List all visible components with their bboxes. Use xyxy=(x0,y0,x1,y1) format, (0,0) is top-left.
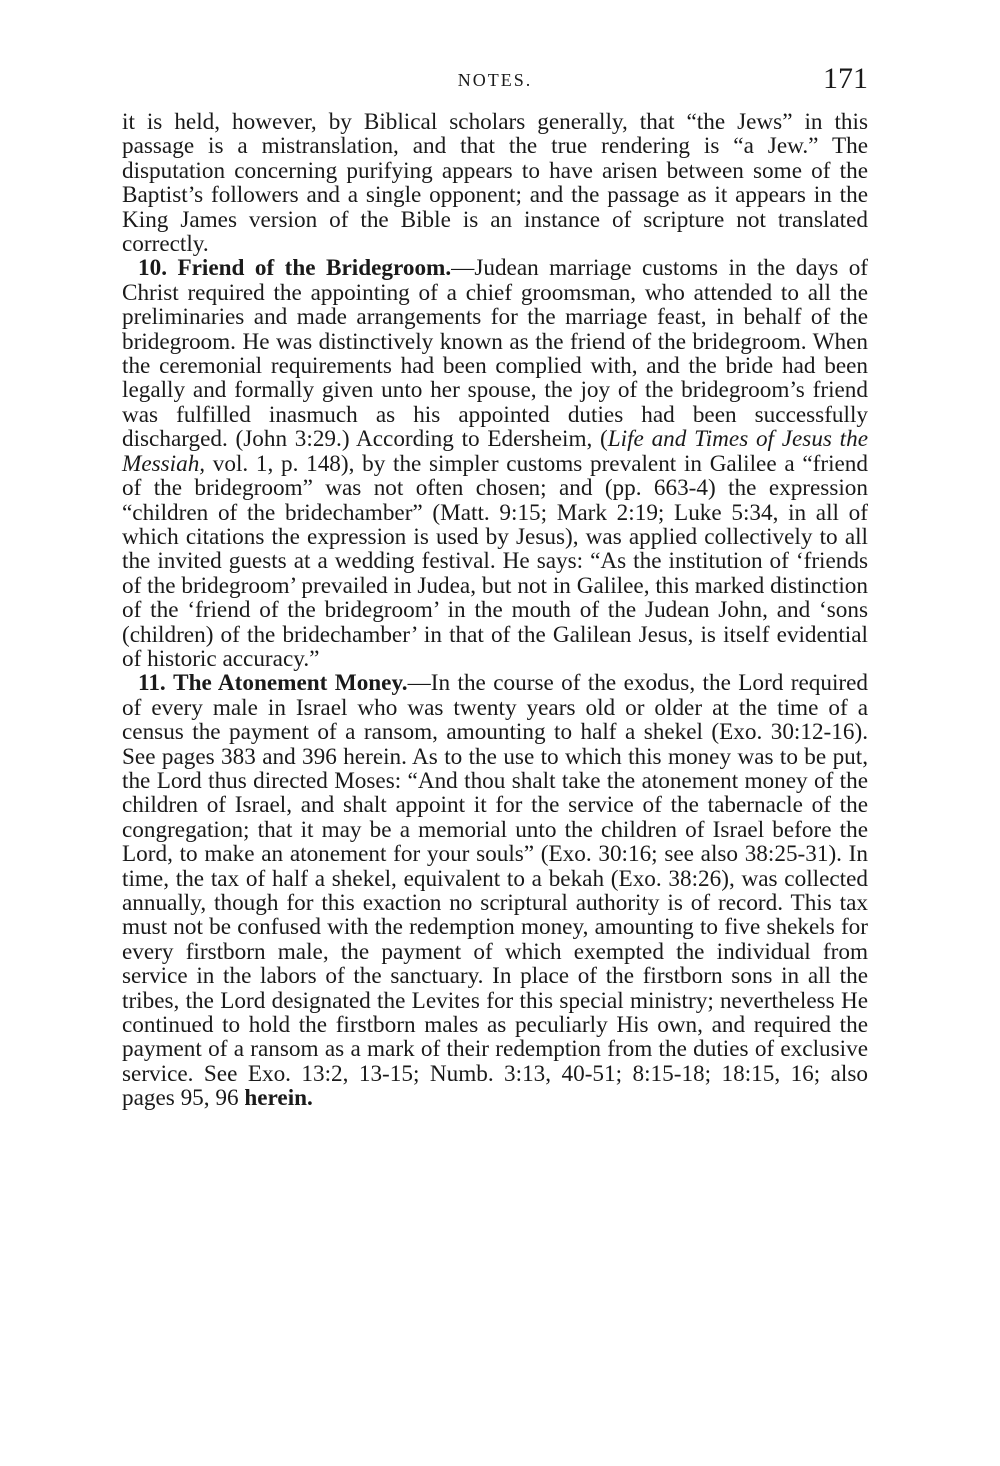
paragraph-text: —In the course of the exodus, the Lord required of every male in Israel who was twenty years old or older at the time of a census the payment of a ransom, amounting to half a shekel (Exo. 30:12-16). See pages 383 and 396 herein. As to the use to which this money was to be put, the Lord thus directed Moses: “And thou shalt take the atonement money of the children of Israel, and shalt appoint it for the service of the tabernacle of the congregation; that it may be a memorial unto the children of Israel before the Lord, to make an atonement for your souls” (Exo. 30:16; see also 38:25-31). In time, the tax of half a shekel, equivalent to a bekah (Exo. 38:26), was collected annually, though for this exaction no scriptural authority is of record. This tax must not be confused with the redemption money, amounting to five shekels for every firstborn male, the payment of which exempted the individual from service in the labors of the sanctuary. In place of the firstborn sons in all the tribes, the Lord designated the Levites for this special ministry; nevertheless He continued to hold the firstborn males as peculiarly His own, and required the payment of a ransom as a mark of their redemption from the duties of exclusive service. See Exo. 13:2, 13-15; Numb. 3:13, 40-51; 8:15-18; 18:15, 16; also pages 95, 96 xyxy=(122,670,869,1112)
page-header xyxy=(122,62,868,110)
final-word: herein. xyxy=(244,1085,313,1112)
book-title: Life and Times of Jesus the Messiah, xyxy=(122,426,868,477)
paragraph-continuation xyxy=(122,110,868,256)
note-heading: Friend of the Bridegroom. xyxy=(177,255,452,282)
running-head: NOTES. xyxy=(457,70,533,90)
page-number: 171 xyxy=(823,62,868,95)
paragraph-text: it is held, however, by Biblical scholars generally, that “the Jews” in this passage is a mistranslation, and that the true rendering is “a Jew.” The disputation concerning purifying appears to have arisen between some of the Baptist’s followers and a single opponent; and the passage as it appears in the King James version of the Bible is an instance of scripture not translated correctly. xyxy=(122,109,868,258)
note-number: 11. xyxy=(138,670,166,697)
note-11 xyxy=(122,671,868,1110)
note-number: 10. xyxy=(138,255,167,282)
book-page xyxy=(122,62,868,1111)
note-10 xyxy=(122,256,868,671)
body-text xyxy=(122,110,868,1111)
paragraph-text: —Judean marriage customs in the days of Christ required the appointing of a chief groomsman, who attended to all the preliminaries and made arrangements for the marriage feast, in behalf of the bridegroom. He was distinctively known as the friend of the bridegroom. When the ceremonial requirements had been complied with, and the bride had been legally and formally given unto her spouse, the joy of the bridegroom’s friend was fulfilled inasmuch as his appointed duties had been successfully discharged. (John 3:29.) According to Edersheim, ( xyxy=(122,255,869,453)
note-heading: The Atonement Money. xyxy=(173,670,408,697)
paragraph-text: vol. 1, p. 148), by the simpler customs prevalent in Galilee a “friend of the bridegroom” was not often chosen; and (pp. 663-4) the expression “children of the bridechamber” (Matt. 9:15; Mark 2:19; Luke 5:34, in all of which citations the expression is used by Jesus), was applied collectively to all the invited guests at a wedding festival. He says: “As the institution of ‘friends of the bridegroom’ prevailed in Judea, but not in Galilee, this marked distinction of the ‘friend of the bridegroom’ in the mouth of the Judean John, and ‘sons (children) of the bridechamber’ in that of the Galilean Jesus, is itself evidential of historic accuracy.” xyxy=(122,450,868,672)
